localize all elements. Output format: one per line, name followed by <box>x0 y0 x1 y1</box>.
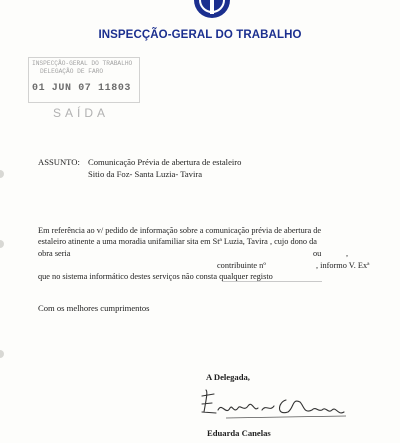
closing-greeting: Com os melhores cumprimentos <box>38 303 150 313</box>
punch-hole <box>0 170 4 178</box>
body-line-3: obra seria <box>38 248 71 258</box>
igt-logo-icon <box>186 0 238 26</box>
body-paragraph <box>38 225 378 259</box>
body-line-4: que no sistema informático destes serviços não consta qualquer registo <box>38 272 273 281</box>
signer-role: A Delegada, <box>206 372 250 382</box>
underline-mark <box>222 281 322 282</box>
body-line-2: estaleiro atinente a uma moradia unifamiliar sita em Stª Luzia, Tavira , cujo dono da <box>38 237 317 247</box>
subject-label: ASSUNTO: <box>38 157 80 167</box>
stamp-delegation: DELEGAÇÃO DE FARO <box>40 68 104 75</box>
body-comma: , <box>346 249 349 258</box>
handwritten-signature <box>196 382 356 427</box>
stamp-label: SAÍDA <box>53 106 110 120</box>
body-ou: ou <box>313 249 322 258</box>
body-line-1: Em referência ao v/ pedido de informação sobre a comunicação prévia de abertura de <box>38 226 322 235</box>
outgoing-stamp <box>28 57 140 123</box>
subject-line-1: Comunicação Prévia de abertura de estaleiro <box>88 157 242 167</box>
signer-name: Eduarda Canelas <box>207 428 271 438</box>
punch-hole <box>0 240 4 248</box>
subject-line-2: Sitio da Foz- Santa Luzia- Tavira <box>88 168 203 179</box>
body-informo: , informo V. Exª <box>316 261 370 270</box>
stamp-organization: INSPECÇÃO-GERAL DO TRABALHO <box>32 60 133 67</box>
subject-block <box>38 157 241 180</box>
punch-hole <box>0 350 4 358</box>
stamp-date: 01 JUN 07 11803 <box>32 83 132 94</box>
organization-title: INSPECÇÃO-GERAL DO TRABALHO <box>98 29 302 41</box>
body-contribuinte: contribuinte nº <box>217 261 266 270</box>
